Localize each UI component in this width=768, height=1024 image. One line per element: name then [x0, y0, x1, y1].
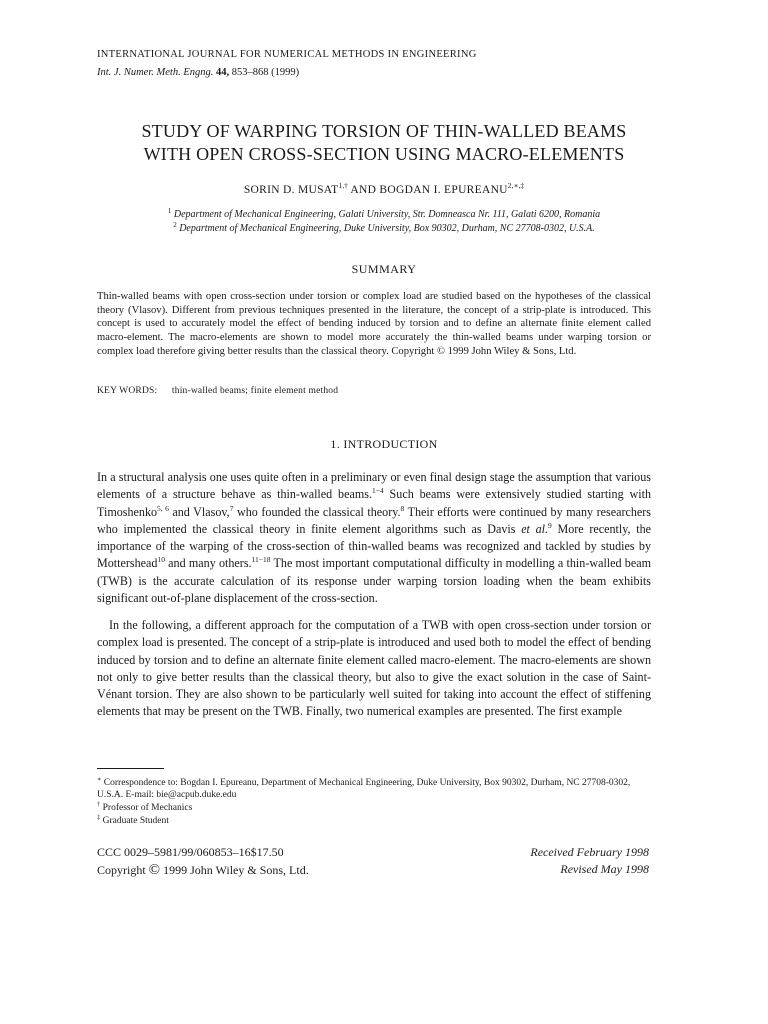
ccc-code: CCC 0029–5981/99/060853–16$17.50	[97, 845, 284, 859]
footnote-1-mark: ∗	[97, 776, 102, 783]
footnote-correspondence	[97, 774, 651, 801]
author-2-marks: 2,∗,‡	[507, 181, 525, 190]
author-connector: AND	[350, 184, 377, 196]
paper-title	[60, 120, 708, 166]
revised-date: Revised May 1998	[560, 862, 649, 876]
copyright-text: 1999 John Wiley & Sons, Ltd.	[163, 863, 309, 877]
keywords-line	[97, 386, 338, 396]
summary-heading: SUMMARY	[351, 262, 417, 276]
copyright-label: Copyright	[97, 863, 146, 877]
affiliation-1-mark: 1	[167, 207, 172, 215]
intro-p1-s4: who founded the classical theory.	[233, 504, 401, 519]
affiliation-1-text: Department of Mechanical Engineering, Galati University, Str. Domneasca Nr. 111, Galati 6200, Romania	[173, 209, 601, 220]
introduction-heading: 1. INTRODUCTION	[330, 437, 438, 451]
footnote-1-text: Correspondence to: Bogdan I. Epureanu, Department of Mechanical Engineering, Duke University, Box 90302, Durham, NC 27708-0302, U.S.A. E-mail: bie@acpub.duke.edu	[97, 778, 631, 800]
ref-11-18: 11−18	[251, 555, 271, 565]
intro-p1-s3: and Vlasov,	[168, 504, 230, 519]
intro-p1-s2: Such beams were extensively studied starting with Timoshenko	[97, 487, 651, 519]
footnote-3-text: Graduate Student	[102, 816, 169, 826]
ref-7: 7	[229, 503, 234, 513]
footnote-3-mark: ‡	[97, 814, 101, 821]
author-1: SORIN D. MUSAT	[243, 184, 339, 196]
title-line-2: WITH OPEN CROSS-SECTION USING MACRO-ELEMENTS	[143, 144, 625, 164]
intro-p1-s1: In a structural analysis one uses quite often in a preliminary or even final design stage the assumption that various elements of a structure behave as thin-walled beams.	[97, 470, 651, 502]
copyright-line	[97, 862, 309, 879]
footnote-divider	[97, 768, 164, 769]
intro-p1-s7: and many others.	[164, 556, 252, 571]
intro-p1-etal: et al.	[521, 521, 549, 536]
received-date: Received February 1998	[530, 845, 649, 859]
introduction-paragraph-2: In the following, a different approach for the computation of a TWB with open cross-section under torsion or complex load is presented. The concept of a strip-plate is introduced and used both to model the effect of bending induced by torsion and to define an alternate finite element called macro-element. The macro-elements are shown not only to give better results than the classical theory, but also to give the exact solution in the case of Saint-Vénant torsion. They are also shown to be particularly well suited for taking into account the effect of stiffening elements that may be present on the TWB. Finally, two numerical examples are presented. The first example	[97, 618, 651, 719]
author-line	[60, 181, 708, 196]
footnote-student	[97, 812, 651, 827]
journal-citation	[97, 67, 299, 78]
affiliation-1	[60, 207, 708, 220]
title-line-1: STUDY OF WARPING TORSION OF THIN-WALLED BEAMS	[141, 121, 627, 141]
intro-p1-s8: The most important computational difficulty in modelling a thin-walled beam (TWB) is the accurate calculation of its response under warping torsion loading when the beam exhibits significant out-of-plane displacement of the cross-section.	[97, 556, 651, 606]
journal-volume: 44,	[215, 67, 230, 78]
copyright-symbol: ©	[148, 862, 161, 878]
author-2: BOGDAN I. EPUREANU	[379, 184, 508, 196]
journal-name: INTERNATIONAL JOURNAL FOR NUMERICAL METHODS IN ENGINEERING	[97, 49, 477, 60]
introduction-paragraph-1	[97, 469, 651, 607]
affiliation-2	[60, 221, 708, 234]
affiliation-2-mark: 2	[173, 221, 177, 229]
ref-9: 9	[548, 520, 552, 530]
intro-p1-s5: Their efforts were continued by many researchers who implemented the classical theory in finite element algorithms such as Davis	[97, 504, 651, 536]
ref-10: 10	[157, 555, 165, 565]
summary-text: Thin-walled beams with open cross-section under torsion or complex load are studied based on the hypotheses of the classical theory (Vlasov). Different from previous techniques presented in the literature, the concept of a strip-plate is introduced. This concept is used to accurately model the effect of bending induced by torsion and to define an alternate finite element called macro-element. The macro-elements are shown to model more accurately the thin-walled beams under warping torsion or complex load therefore giving better results than the classical theory. Copyright © 1999 John Wiley & Sons, Ltd.	[97, 291, 651, 357]
author-1-marks: 1,†	[338, 181, 348, 190]
ref-8: 8	[400, 503, 405, 513]
keywords-label: KEY WORDS:	[97, 386, 158, 396]
keywords-text: thin-walled beams; finite element method	[171, 386, 339, 396]
intro-p1-s6: More recently, the importance of the warping of the cross-section of thin-walled beams was recognized and tackled by studies by Mottershead	[97, 521, 651, 571]
footnote-2-mark: †	[97, 801, 101, 808]
ref-1-4: 1−4	[371, 486, 384, 496]
footnote-2-text: Professor of Mechanics	[102, 803, 193, 813]
journal-abbrev: Int. J. Numer. Meth. Engng.	[97, 67, 214, 78]
affiliation-2-text: Department of Mechanical Engineering, Duke University, Box 90302, Durham, NC 27708-0302, U.S.A.	[179, 223, 595, 234]
ref-5-6: 5, 6	[157, 503, 169, 513]
journal-pages-year: 853–868 (1999)	[231, 67, 300, 78]
